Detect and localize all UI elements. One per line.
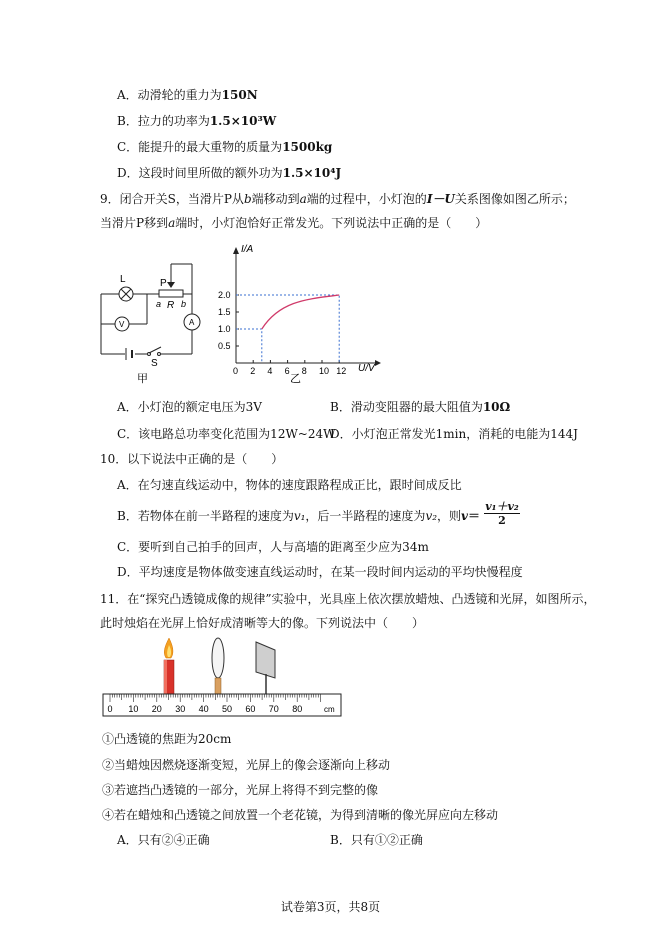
q11-statement-3: ③若遮挡凸透镜的一部分，光屏上将得不到完整的像 bbox=[102, 783, 379, 797]
label-R: R bbox=[167, 300, 175, 311]
q8-option-b: B．拉力的功率为1.5×10³W bbox=[117, 114, 277, 128]
convex-lens bbox=[212, 638, 224, 694]
q9-option-a: A．小灯泡的额定电压为3V bbox=[117, 400, 262, 414]
label-b: b bbox=[181, 299, 187, 309]
fraction-denominator: 2 bbox=[498, 514, 506, 527]
q10-option-b: B．若物体在前一半路程的速度为v₁，后一半路程的速度为v₂，则v＝ bbox=[117, 509, 481, 523]
q9-option-c: C．该电路总功率变化范围为12W~24W bbox=[117, 427, 336, 441]
q9-circuit-diagram bbox=[95, 252, 215, 388]
label-S: S bbox=[151, 358, 158, 369]
bench-tick-label-20: 20 bbox=[151, 704, 162, 714]
guide-dashed-12v bbox=[236, 295, 339, 363]
y-tick-label-2.0: 2.0 bbox=[218, 290, 231, 300]
q10-fraction bbox=[484, 500, 520, 527]
bench-tick-label-60: 60 bbox=[245, 704, 256, 714]
q11-option-a: A．只有②④正确 bbox=[117, 833, 210, 847]
q10-option-a: A．在匀速直线运动中，物体的速度跟路程成正比，跟时间成反比 bbox=[117, 478, 462, 492]
x-tick-label-4: 4 bbox=[267, 366, 273, 376]
iu-curve bbox=[262, 295, 339, 329]
q11-statement-1: ①凸透镜的焦距为20cm bbox=[102, 732, 232, 746]
q8-option-c: C．能提升的最大重物的质量为1500kg bbox=[117, 140, 333, 154]
q10-stem: 10．以下说法中正确的是（ ） bbox=[100, 452, 284, 466]
q9-option-d: D．小灯泡正常发光1min，消耗的电能为144J bbox=[330, 427, 578, 441]
lamp-symbol bbox=[119, 287, 133, 301]
light-screen bbox=[256, 642, 275, 694]
bench-tick-label-80: 80 bbox=[292, 704, 303, 714]
label-A: A bbox=[189, 318, 195, 327]
bench-unit: cm bbox=[324, 705, 335, 714]
circuit-caption: 甲 bbox=[137, 373, 148, 385]
q11-statement-4: ④若在蜡烛和凸透镜之间放置一个老花镜，为得到清晰的像光屏应向左移动 bbox=[102, 808, 499, 822]
q8-option-d: D．这段时间里所做的额外功为1.5×10⁴J bbox=[117, 166, 342, 180]
q10-option-c: C．要听到自己拍手的回声，人与高墙的距离至少应为34m bbox=[117, 540, 429, 554]
q8-option-a: A．动滑轮的重力为150N bbox=[117, 88, 258, 102]
bench-tick-label-0: 0 bbox=[107, 704, 113, 714]
fraction-numerator: v₁＋v₂ bbox=[485, 500, 519, 513]
graph-ylabel: I/A bbox=[241, 244, 254, 255]
x-tick-label-10: 10 bbox=[319, 366, 330, 376]
q11-stem-line1: 11．在“探究凸透镜成像的规律”实验中，光具座上依次摆放蜡烛、凸透镜和光屏，如图所示， bbox=[100, 592, 596, 606]
bench-tick-label-30: 30 bbox=[175, 704, 186, 714]
q9-stem-line2: 当滑片P移到a端时，小灯泡恰好正常发光。下列说法中正确的是（ ） bbox=[100, 216, 488, 230]
graph-caption: 乙 bbox=[290, 373, 301, 384]
y-tick-label-1.0: 1.0 bbox=[218, 324, 231, 334]
y-axis-arrow bbox=[233, 247, 239, 254]
x-tick-label-8: 8 bbox=[301, 366, 307, 376]
page-footer: 试卷第3页，共8页 bbox=[280, 900, 381, 914]
q11-statement-2: ②当蜡烛因燃烧逐渐变短，光屏上的像会逐渐向上移动 bbox=[102, 758, 391, 772]
y-tick-label-0.5: 0.5 bbox=[218, 341, 231, 351]
bench-tick-label-50: 50 bbox=[222, 704, 233, 714]
candle bbox=[164, 638, 174, 694]
optical-bench-figure bbox=[100, 636, 350, 722]
q9-iu-graph bbox=[210, 242, 390, 384]
guide-dashed-3v bbox=[236, 329, 262, 363]
q9-option-b: B．滑动变阻器的最大阻值为10Ω bbox=[330, 400, 511, 414]
bench-tick-label-40: 40 bbox=[198, 704, 209, 714]
x-tick-label-6: 6 bbox=[284, 366, 290, 376]
x-tick-label-2: 2 bbox=[250, 366, 256, 376]
x-axis-arrow bbox=[375, 360, 381, 366]
q11-stem-line2: 此时烛焰在光屏上恰好成清晰等大的像。下列说法中（ ） bbox=[100, 616, 425, 630]
bench-tick-label-70: 70 bbox=[268, 704, 279, 714]
label-a: a bbox=[156, 299, 162, 309]
q10-option-d: D．平均速度是物体做变速直线运动时，在某一段时间内运动的平均快慢程度 bbox=[117, 565, 523, 579]
battery-symbol bbox=[126, 348, 132, 360]
y-tick-label-1.5: 1.5 bbox=[218, 307, 231, 317]
x-tick-label-12: 12 bbox=[336, 366, 347, 376]
bench-tick-label-10: 10 bbox=[128, 704, 139, 714]
q11-option-b: B．只有①②正确 bbox=[330, 833, 423, 847]
q9-stem-line1: 9．闭合开关S，当滑片P从b端移动到a端的过程中，小灯泡的I－U关系图像如图乙所示； bbox=[100, 192, 575, 206]
label-L: L bbox=[120, 274, 126, 285]
label-V: V bbox=[119, 320, 125, 329]
switch-symbol bbox=[148, 347, 162, 356]
graph-xlabel: U/V bbox=[358, 363, 375, 374]
x-tick-label-0: 0 bbox=[233, 366, 239, 376]
label-P: P bbox=[160, 278, 167, 289]
